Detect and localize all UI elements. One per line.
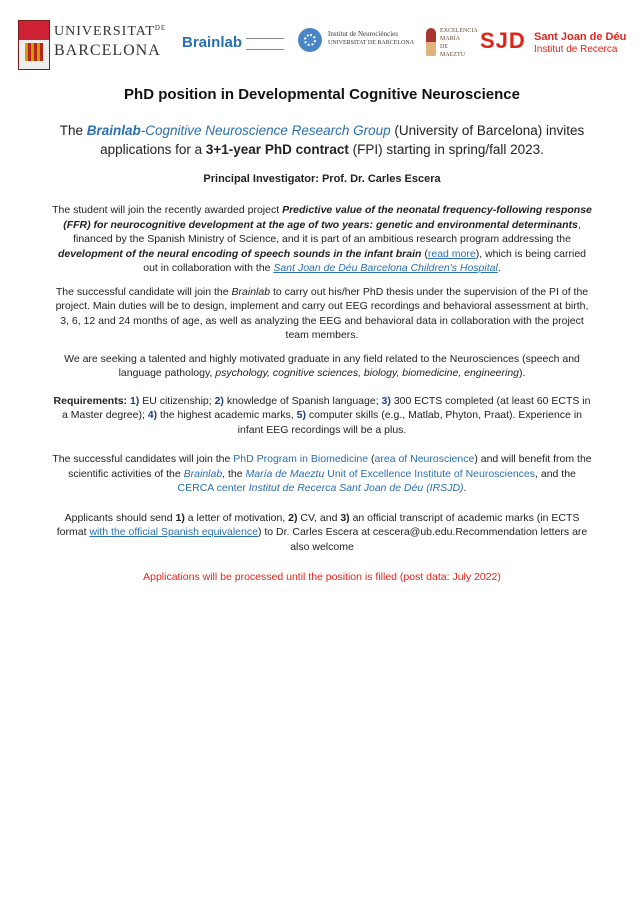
area-name: area of Neuroscience [374, 453, 475, 465]
duties-paragraph: The successful candidate will join the Brainlab to carry out his/her PhD thesis under the supervision of the PI of the project. Main duties will be to design, implement and carry out EEG recordings and behavioral assessment at birth, 3, 6, 12 and 24 months of age, as well as analyzing the EEG and behavioral data in collaboration with the project team members. [55, 285, 589, 341]
ub-logo-line1: $UNIVERSITAT^{DE}$ [54, 24, 167, 39]
header-logos [14, 14, 630, 74]
profile-paragraph: We are seeking a talented and highly motivated graduate in any field related to the Neurosciences (speech and language pathology, psychology, cognitive sciences, biology, biomedicine, engineering). [64, 352, 580, 379]
sjd-logo-short: SJD [480, 28, 526, 53]
phd-program-name: PhD Program in Biomedicine [233, 453, 369, 465]
brainlab-logo: Brainlab [182, 34, 243, 51]
mm-logo-line1: EXCELENCIA [440, 28, 478, 34]
ub-logo [14, 20, 174, 70]
application-paragraph: Applicants should send 1) a letter of motivation, 2) CV, and 3) an official transcript of academic marks (in ECTS format with the official Spanish equivalence) to Dr. Carles Escera at cescera@ub.edu.Recommendation letters are also welcome [56, 511, 588, 553]
maria-de-maeztu-logo [426, 28, 486, 64]
project-paragraph: The student will join the recently awarded project Predictive value of the neonatal frequency-following response (FFR) for neurocognitive development at the age of two years: genetic and environmental determinants, financed by the Spanish Ministry of Science, and it is part of an ambitious research program addressing the development of the neural encoding of speech sounds in the infant brain (read more), which is being carried out in collaboration with the Sant Joan de Déu Barcelona Children's Hospital. [52, 204, 592, 274]
requirements-label: Requirements: [53, 394, 128, 407]
read-more-link[interactable]: read more [427, 247, 476, 260]
lead-paragraph: The Brainlab-Cognitive Neuroscience Research Group (University of Barcelona) invites applications for a 3+1-year PhD contract (FPI) starting in spring/fall 2023. [59, 123, 585, 157]
mm-logo-line4: MAEZTU [440, 52, 465, 58]
deadline-notice: Applications will be processed until the position is filled (post data: July 2022) [143, 571, 501, 583]
project-title: Predictive value of the neonatal frequency-following response (FFR) for neurocognitive development at the age of two years: genetic and environmental determinants [63, 204, 592, 231]
maeztu-mark-icon [426, 28, 436, 56]
ins-logo-line1: Institut de Neurociències [328, 30, 398, 38]
sjd-logo-line2: Institut de Recerca [534, 44, 618, 55]
ub-shield-icon [18, 20, 50, 70]
contract-type: 3+1-year PhD contract [205, 142, 349, 157]
research-topic: development of the neural encoding of speech sounds in the infant brain [57, 247, 422, 260]
ub-logo-line2: BARCELONA [54, 42, 161, 59]
institute-neurosciences-logo [298, 28, 418, 58]
mm-logo-line3: DE [440, 44, 448, 50]
document-body [52, 86, 592, 585]
benefits-paragraph: The successful candidates will join the PhD Program in Biomedicine (area of Neuroscience) and will benefit from the scientific activities of the Brainlab, the María de Maeztu Unit of Excellence Institute of Neurosciences, and the CERCA center Institut de Recerca Sant Joan de Déu (IRSJD). [52, 453, 592, 494]
brainlab-logo-subtitle [246, 38, 284, 50]
brainlab-name: Brainlab [86, 123, 141, 138]
institute-logo-icon [298, 28, 322, 52]
mm-logo-line2: MARÍA [440, 36, 461, 42]
principal-investigator: Principal Investigator: Prof. Dr. Carles Escera [203, 173, 441, 185]
requirements-paragraph: Requirements: 1) EU citizenship; 2) knowledge of Spanish language; 3) 300 ECTS completed (at least 60 ECTS in a Master degree); 4) the highest academic marks, 5) computer skills (e.g., Matlab, Phyton, Praat). Experience in infant EEG recordings will be a plus. [53, 394, 591, 436]
hospital-link[interactable]: Sant Joan de Déu Barcelona Children's Hospital [273, 262, 498, 274]
sjd-logo-line1: Sant Joan de Déu [534, 31, 627, 43]
group-name: -Cognitive Neuroscience Research Group [140, 123, 391, 138]
sjd-logo [480, 28, 630, 58]
page-title: PhD position in Developmental Cognitive Neuroscience [124, 86, 520, 103]
ins-logo-line2: UNIVERSITAT DE BARCELONA [328, 40, 415, 46]
spanish-equivalence-link[interactable]: with the official Spanish equivalence [89, 526, 258, 538]
